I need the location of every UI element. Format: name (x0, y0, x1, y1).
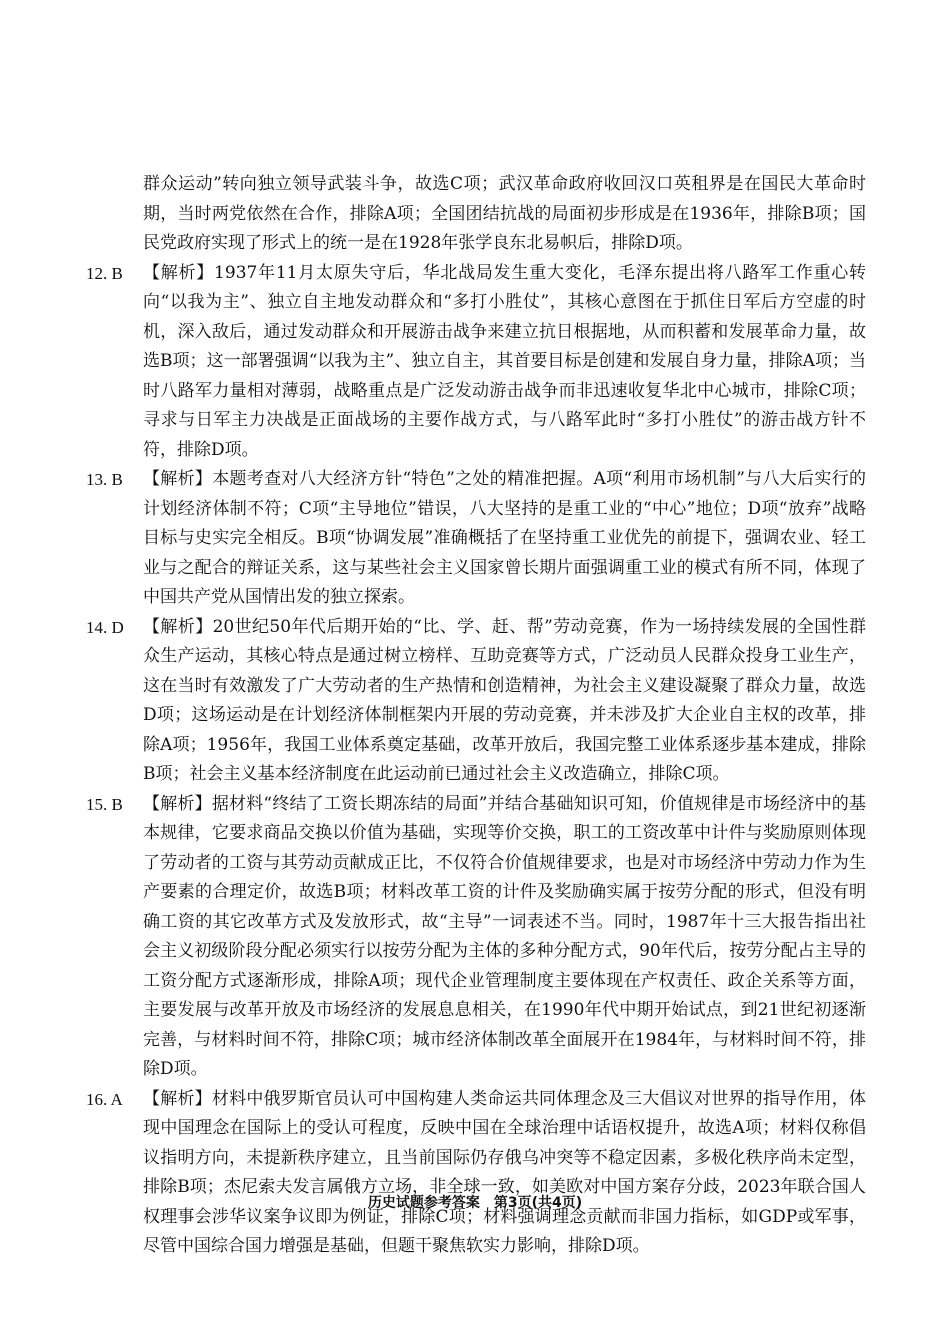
answer-item-16 (86, 1085, 866, 1262)
answer-item-12 (86, 259, 866, 466)
answer-text: 【解析】1937年11月太原失守后，华北战局发生重大变化，毛泽东提出将八路军工作重心转向“以我为主”、独立自主地发动群众和“多打小胜仗”，其核心意图在于抓住日军后方空虚的时机，深入敌后，通过发动群众和开展游击战争来建立抗日根据地，从而积蓄和发展革命力量，故选B项；这一部署强调“以我为主”、独立自主，其首要目标是创建和发展自身力量，排除A项；当时八路军力量相对薄弱，战略重点是广泛发动游击战争而非迅速收复华北中心城市，排除C项；寻求与日军主力决战是正面战场的主要作战方式，与八路军此时“多打小胜仗”的游击战方针不符，排除D项。 (143, 262, 866, 460)
continuation-paragraph: 群众运动”转向独立领导武装斗争，故选C项；武汉革命政府收回汉口英租界是在国民大革命时期，当时两党依然在合作，排除A项；全国团结抗战的局面初步形成是在1936年，排除B项；国民党政府实现了形式上的统一是在1928年张学良东北易帜后，排除D项。 (143, 174, 866, 253)
answer-number: 13. B (86, 470, 123, 489)
answer-text: 【解析】20世纪50年代后期开始的“比、学、赶、帮”劳动竞赛，作为一场持续发展的全国性群众生产运动，其核心特点是通过树立榜样、互助竞赛等方式，广泛动员人民群众投身工业生产，这在当时有效激发了广大劳动者的生产热情和创造精神，为社会主义建设凝聚了群众力量，故选D项；这场运动是在计划经济体制框架内开展的劳动竞赛，并未涉及扩大企业自主权的改革，排除A项；1956年，我国工业体系奠定基础，改革开放后，我国完整工业体系逐步基本建成，排除B项；社会主义基本经济制度在此运动前已通过社会主义改造确立，排除C项。 (143, 616, 866, 784)
answer-item-14 (86, 613, 866, 790)
page-footer: 历史试题参考答案 第3页(共4页) (367, 1195, 583, 1211)
answer-item-13 (86, 465, 866, 613)
answer-number: 14. D (86, 617, 124, 637)
answer-text: 【解析】材料中俄罗斯官员认可中国构建人类命运共同体理念及三大倡议对世界的指导作用，体现中国理念在国际上的受认可程度，反映中国在全球治理中话语权提升，故选A项；材料仅称倡议指明方向，未提新秩序建立，且当前国际仍存俄乌冲突等不稳定因素，多极化秩序尚未定型，排除B项；杰尼索夫发言属俄方立场，非全球一致，如美欧对中国方案存分歧，2023年联合国人权理事会涉华议案争议即为例证，排除C项；材料强调理念贡献而非国力指标，如GDP或军事，尽管中国综合国力增强是基础，但题干聚焦软实力影响，排除D项。 (143, 1088, 866, 1256)
answer-content (86, 170, 866, 1262)
answer-item-15 (86, 790, 866, 1085)
answer-text: 【解析】据材料“终结了工资长期冻结的局面”并结合基础知识可知，价值规律是市场经济中的基本规律，它要求商品交换以价值为基础，实现等价交换，职工的工资改革中计件与奖励原则体现了劳动者的工资与其劳动贡献成正比，不仅符合价值规律要求，也是对市场经济中劳动力作为生产要素的合理定价，故选B项；材料改革工资的计件及奖励确实属于按劳分配的形式，但没有明确工资的其它改革方式及发放形式，故“主导”一词表述不当。同时，1987年十三大报告指出社会主义初级阶段分配必须实行以按劳分配为主体的多种分配方式，90年代后，按劳分配占主导的工资分配方式逐渐形成，排除A项；现代企业管理制度主要体现在产权责任、政企关系等方面，主要发展与改革开放及市场经济的发展息息相关，在1990年代中期开始试点，到21世纪初逐渐完善，与材料时间不符，排除C项；城市经济体制改革全面展开在1984年，与材料时间不符，排除D项。 (143, 793, 866, 1079)
answer-number: 16. A (86, 1089, 123, 1109)
answer-number: 15. B (86, 794, 123, 814)
answer-text: 【解析】本题考查对八大经济方针“特色”之处的精准把握。A项“利用市场机制”与八大后实行的计划经济体制不符；C项“主导地位”错误，八大坚持的是重工业的“中心”地位；D项“放弃”战略目标与史实完全相反。B项“协调发展”准确概括了在坚持重工业优先的前提下，强调农业、轻工业与之配合的辩证关系，这与某些社会主义国家曾长期片面强调重工业的模式有所不同，体现了中国共产党从国情出发的独立探索。 (143, 469, 866, 607)
answer-number: 12. B (86, 263, 123, 283)
